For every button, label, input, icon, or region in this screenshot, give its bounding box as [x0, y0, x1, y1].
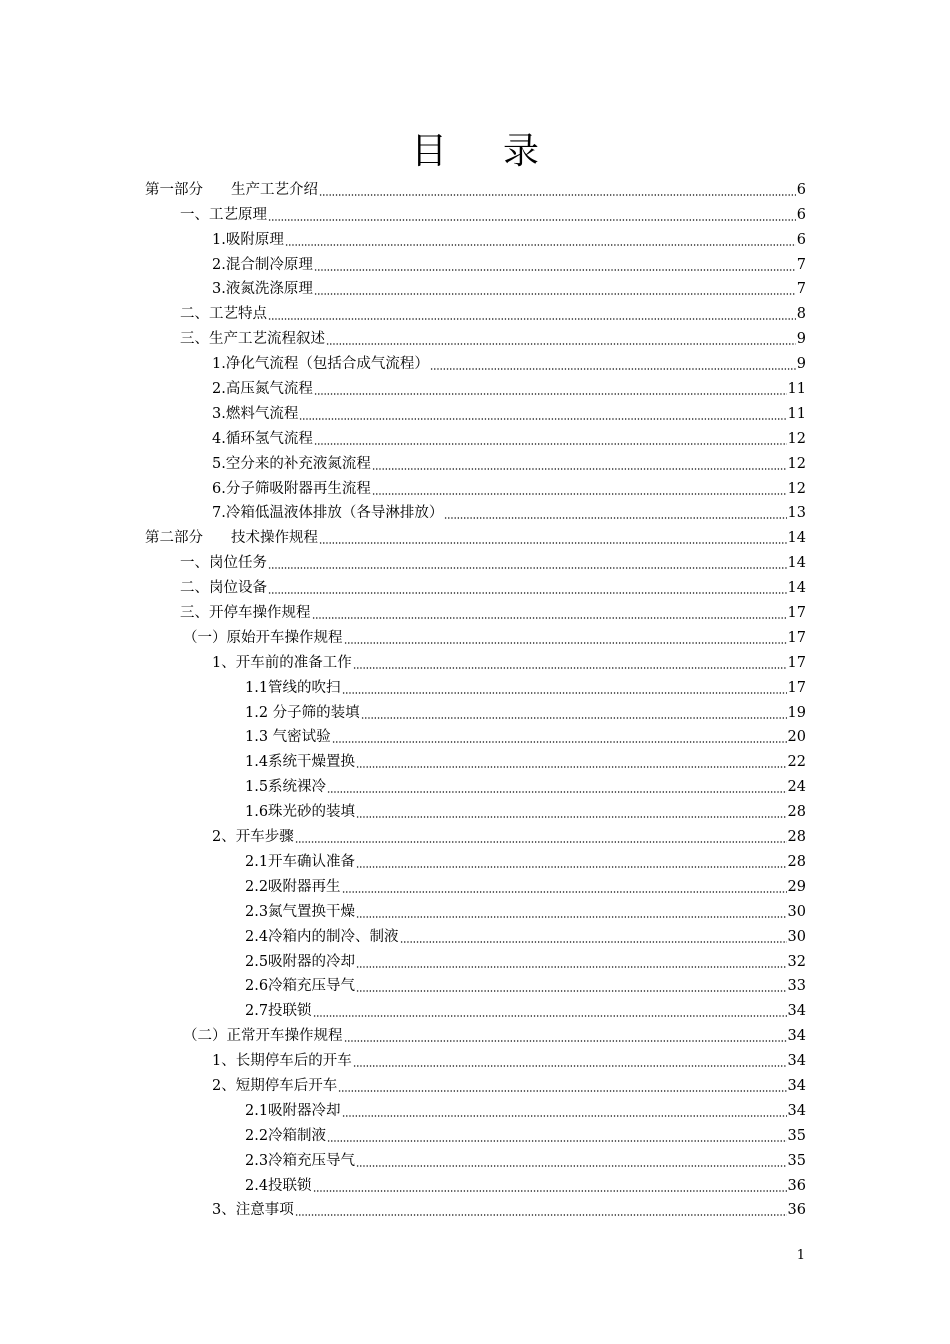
toc-entry[interactable]	[145, 771, 806, 796]
toc-entry[interactable]	[145, 1095, 806, 1120]
toc-entry-page-number: 34	[787, 1102, 806, 1119]
dot-leader	[372, 493, 787, 495]
toc-entry[interactable]	[145, 821, 806, 846]
toc-entry-label	[245, 1152, 355, 1170]
toc-entry-title: 2.4冷箱内的制冷、制液	[245, 928, 399, 945]
toc-entry-title: 4.循环氢气流程	[212, 430, 313, 447]
toc-entry-label	[245, 1102, 341, 1120]
toc-entry-title: 1.2 分子筛的装填	[245, 704, 360, 721]
dot-leader	[314, 443, 787, 445]
dot-leader	[356, 1165, 786, 1167]
dot-leader	[344, 1040, 787, 1042]
dot-leader	[319, 542, 787, 544]
dot-leader	[327, 1140, 786, 1142]
toc-entry-title: 三、生产工艺流程叙述	[180, 331, 325, 348]
toc-entry-page-number: 17	[787, 629, 806, 646]
dot-leader	[295, 1214, 787, 1216]
toc-entry-title: 7.冷箱低温液体排放（各导淋排放）	[212, 505, 444, 522]
toc-entry-page-number: 14	[787, 580, 806, 597]
dot-leader	[295, 841, 787, 843]
toc-entry-title: 1.吸附原理	[212, 231, 284, 248]
toc-entry-label	[180, 206, 267, 224]
toc-entry-label	[212, 1201, 294, 1219]
toc-entry-title: 1.3 气密试验	[245, 729, 331, 746]
toc-entry-page-number: 19	[787, 704, 806, 721]
toc-entry-title: 1.5系统裸冷	[245, 779, 327, 796]
toc-entry-page-number: 29	[787, 878, 806, 895]
toc-entry[interactable]	[145, 871, 806, 896]
toc-entry-title: 2.7投联锁	[245, 1003, 312, 1020]
toc-entry-page-number: 14	[787, 555, 806, 572]
toc-entry-page-number: 11	[787, 405, 806, 422]
toc-entry-page-number: 35	[787, 1152, 806, 1169]
toc-entry-page-number: 30	[787, 903, 806, 920]
dot-leader	[319, 194, 796, 196]
toc-entry-label	[212, 280, 313, 298]
toc-entry-page-number: 17	[787, 605, 806, 622]
toc-entry-title: 1、长期停车后的开车	[212, 1053, 352, 1070]
toc-entry-page-number: 35	[787, 1127, 806, 1144]
toc-entry-title: （一）原始开车操作规程	[183, 629, 343, 646]
toc-entry[interactable]	[145, 796, 806, 821]
dot-leader	[353, 1065, 787, 1067]
toc-entry-title: 2.4投联锁	[245, 1177, 312, 1194]
toc-entry-label	[245, 679, 341, 697]
toc-entry[interactable]	[145, 274, 806, 299]
toc-entry-page-number: 9	[796, 356, 806, 373]
toc-entry-label	[180, 554, 267, 572]
toc-entry-page-number: 9	[796, 331, 806, 348]
toc-entry-label	[212, 231, 284, 249]
toc-entry-title: 2.1吸附器冷却	[245, 1102, 341, 1119]
dot-leader	[314, 293, 796, 295]
toc-entry-label	[180, 604, 311, 622]
toc-entry[interactable]	[145, 298, 806, 323]
toc-entry-subtitle: 技术操作规程	[231, 530, 318, 547]
toc-entry-label	[245, 878, 341, 896]
toc-entry-page-number: 28	[787, 829, 806, 846]
dot-leader	[313, 1190, 787, 1192]
toc-entry[interactable]	[145, 921, 806, 946]
toc-entry[interactable]	[145, 547, 806, 572]
dot-leader	[338, 1090, 786, 1092]
toc-entry-title: 第一部分	[145, 181, 203, 198]
title-char-2: 录	[503, 131, 540, 172]
toc-entry-page-number: 8	[796, 306, 806, 323]
toc-entry-label	[245, 1177, 312, 1195]
toc-entry[interactable]	[145, 448, 806, 473]
toc-entry-title: 2.混合制冷原理	[212, 256, 313, 273]
dot-leader	[332, 741, 787, 743]
toc-entry-title: 2.2吸附器再生	[245, 878, 341, 895]
dot-leader	[268, 219, 796, 221]
toc-entry-label	[145, 181, 318, 199]
toc-entry-title: 1、开车前的准备工作	[212, 654, 352, 671]
toc-entry-label	[245, 903, 355, 921]
toc-entry-title: 第二部分	[145, 530, 203, 547]
page-number: 1	[796, 1248, 805, 1263]
toc-entry[interactable]	[145, 498, 806, 523]
toc-entry-label	[245, 1127, 326, 1145]
toc-entry-label	[212, 256, 313, 274]
toc-entry-title: 3.液氮洗涤原理	[212, 281, 313, 298]
toc-entry-page-number: 28	[787, 853, 806, 870]
dot-leader	[314, 393, 787, 395]
toc-entry-page-number: 34	[787, 1028, 806, 1045]
toc-entry[interactable]	[145, 174, 806, 199]
toc-entry[interactable]	[145, 323, 806, 348]
toc-entry-label	[183, 629, 343, 647]
toc-entry-label	[245, 778, 326, 796]
toc-entry[interactable]	[145, 348, 806, 373]
toc-entry-title: 1.6珠光砂的装填	[245, 804, 356, 821]
toc-entry-label	[245, 953, 355, 971]
dot-leader	[356, 916, 786, 918]
toc-entry-label	[212, 1052, 352, 1070]
toc-entry-label	[245, 1002, 312, 1020]
toc-entry-page-number: 22	[787, 754, 806, 771]
toc-entry-title: 2.高压氮气流程	[212, 381, 313, 398]
toc-entry[interactable]	[145, 722, 806, 747]
table-of-contents	[145, 174, 806, 1219]
toc-entry-page-number: 34	[787, 1077, 806, 1094]
dot-leader	[356, 816, 786, 818]
toc-entry-page-number: 7	[796, 281, 806, 298]
dot-leader	[299, 418, 786, 420]
dot-leader	[353, 667, 787, 669]
toc-entry-title: 一、工艺原理	[180, 206, 267, 223]
toc-entry[interactable]	[145, 746, 806, 771]
toc-entry-title: 2、开车步骤	[212, 829, 294, 846]
dot-leader	[268, 318, 796, 320]
toc-entry[interactable]	[145, 946, 806, 971]
toc-entry[interactable]	[145, 423, 806, 448]
toc-entry-page-number: 28	[787, 804, 806, 821]
toc-entry-page-number: 34	[787, 1003, 806, 1020]
dot-leader	[314, 269, 796, 271]
toc-entry-page-number: 12	[787, 480, 806, 497]
page-title	[0, 128, 950, 176]
toc-entry-page-number: 30	[787, 928, 806, 945]
toc-entry-page-number: 36	[787, 1177, 806, 1194]
toc-entry[interactable]	[145, 1120, 806, 1145]
toc-entry[interactable]	[145, 1045, 806, 1070]
toc-entry[interactable]	[145, 647, 806, 672]
dot-leader	[326, 343, 796, 345]
toc-entry-label	[145, 529, 318, 547]
toc-entry-page-number: 6	[796, 206, 806, 223]
toc-entry[interactable]	[145, 1070, 806, 1095]
toc-entry-label	[245, 704, 360, 722]
toc-entry[interactable]	[145, 224, 806, 249]
toc-entry-title: 2.3氮气置换干燥	[245, 903, 356, 920]
toc-entry-title: 1.4系统干燥置换	[245, 754, 356, 771]
toc-entry-title: 1.1管线的吹扫	[245, 679, 341, 696]
toc-entry-label	[212, 504, 443, 522]
dot-leader	[361, 717, 787, 719]
toc-entry[interactable]	[145, 572, 806, 597]
dot-leader	[342, 891, 787, 893]
toc-entry-label	[180, 305, 267, 323]
toc-entry[interactable]	[145, 672, 806, 697]
dot-leader	[444, 517, 786, 519]
toc-entry[interactable]	[145, 249, 806, 274]
toc-entry[interactable]	[145, 622, 806, 647]
dot-leader	[372, 468, 787, 470]
toc-entry-label	[245, 753, 355, 771]
dot-leader	[342, 692, 787, 694]
toc-entry-page-number: 11	[787, 381, 806, 398]
dot-leader	[312, 617, 787, 619]
toc-entry-title: 三、开停车操作规程	[180, 605, 311, 622]
dot-leader	[356, 990, 786, 992]
toc-entry-title: 2.1开车确认准备	[245, 853, 356, 870]
toc-entry-title: （二）正常开车操作规程	[183, 1028, 343, 1045]
dot-leader	[285, 244, 796, 246]
toc-entry-page-number: 33	[787, 978, 806, 995]
toc-entry-title: 2.6冷箱充压导气	[245, 978, 356, 995]
toc-entry-label	[180, 579, 267, 597]
dot-leader	[430, 368, 796, 370]
toc-entry-label	[180, 330, 325, 348]
toc-entry-title: 2、短期停车后开车	[212, 1077, 338, 1094]
toc-entry[interactable]	[145, 896, 806, 921]
toc-entry-label	[212, 480, 371, 498]
toc-entry[interactable]	[145, 1195, 806, 1220]
toc-entry-label	[245, 853, 355, 871]
toc-entry-page-number: 20	[787, 729, 806, 746]
toc-entry[interactable]	[145, 697, 806, 722]
toc-entry-page-number: 17	[787, 679, 806, 696]
dot-leader	[313, 1015, 787, 1017]
toc-entry-title: 2.3冷箱充压导气	[245, 1152, 356, 1169]
toc-entry-page-number: 32	[787, 953, 806, 970]
dot-leader	[342, 1115, 787, 1117]
toc-entry-label	[212, 455, 371, 473]
toc-entry-label	[212, 430, 313, 448]
toc-entry[interactable]	[145, 398, 806, 423]
toc-entry-label	[245, 728, 331, 746]
toc-entry-label	[212, 1077, 337, 1095]
dot-leader	[327, 791, 786, 793]
toc-entry-title: 6.分子筛吸附器再生流程	[212, 480, 371, 497]
toc-entry-title: 3.燃料气流程	[212, 405, 299, 422]
toc-entry-page-number: 34	[787, 1053, 806, 1070]
toc-entry[interactable]	[145, 597, 806, 622]
toc-entry[interactable]	[145, 995, 806, 1020]
dot-leader	[356, 766, 786, 768]
toc-entry[interactable]	[145, 1020, 806, 1045]
toc-entry-page-number: 14	[787, 530, 806, 547]
dot-leader	[268, 592, 787, 594]
toc-entry-page-number: 17	[787, 654, 806, 671]
dot-leader	[400, 941, 787, 943]
toc-entry-title: 二、岗位设备	[180, 580, 267, 597]
toc-entry-label	[245, 977, 355, 995]
dot-leader	[356, 966, 786, 968]
toc-entry-title: 5.空分来的补充液氮流程	[212, 455, 371, 472]
toc-entry-label	[212, 654, 352, 672]
toc-entry-label	[183, 1027, 343, 1045]
toc-entry-subtitle: 生产工艺介绍	[231, 181, 318, 198]
dot-leader	[344, 642, 787, 644]
toc-entry[interactable]	[145, 522, 806, 547]
toc-entry-label	[212, 828, 294, 846]
toc-entry[interactable]	[145, 846, 806, 871]
toc-entry-page-number: 13	[787, 505, 806, 522]
toc-entry-label	[212, 380, 313, 398]
toc-entry-page-number: 12	[787, 455, 806, 472]
toc-entry-label	[212, 355, 429, 373]
toc-entry-title: 1.净化气流程（包括合成气流程）	[212, 356, 429, 373]
toc-entry-page-number: 36	[787, 1202, 806, 1219]
toc-entry-label	[245, 803, 355, 821]
toc-entry-page-number: 6	[796, 231, 806, 248]
toc-entry[interactable]	[145, 473, 806, 498]
toc-entry-title: 2.2冷箱制液	[245, 1127, 327, 1144]
dot-leader	[268, 567, 787, 569]
toc-entry-title: 3、注意事项	[212, 1202, 294, 1219]
toc-entry[interactable]	[145, 199, 806, 224]
toc-entry-title: 二、工艺特点	[180, 306, 267, 323]
toc-entry-title: 2.5吸附器的冷却	[245, 953, 356, 970]
toc-entry-page-number: 12	[787, 430, 806, 447]
dot-leader	[356, 866, 786, 868]
toc-entry-page-number: 6	[796, 181, 806, 198]
toc-entry[interactable]	[145, 971, 806, 996]
title-char-1: 目	[410, 131, 447, 172]
toc-entry[interactable]	[145, 1170, 806, 1195]
toc-entry-label	[245, 928, 399, 946]
toc-entry-title: 一、岗位任务	[180, 555, 267, 572]
toc-entry-page-number: 24	[787, 779, 806, 796]
toc-entry-page-number: 7	[796, 256, 806, 273]
toc-entry-label	[212, 405, 298, 423]
toc-entry[interactable]	[145, 1145, 806, 1170]
toc-entry[interactable]	[145, 373, 806, 398]
